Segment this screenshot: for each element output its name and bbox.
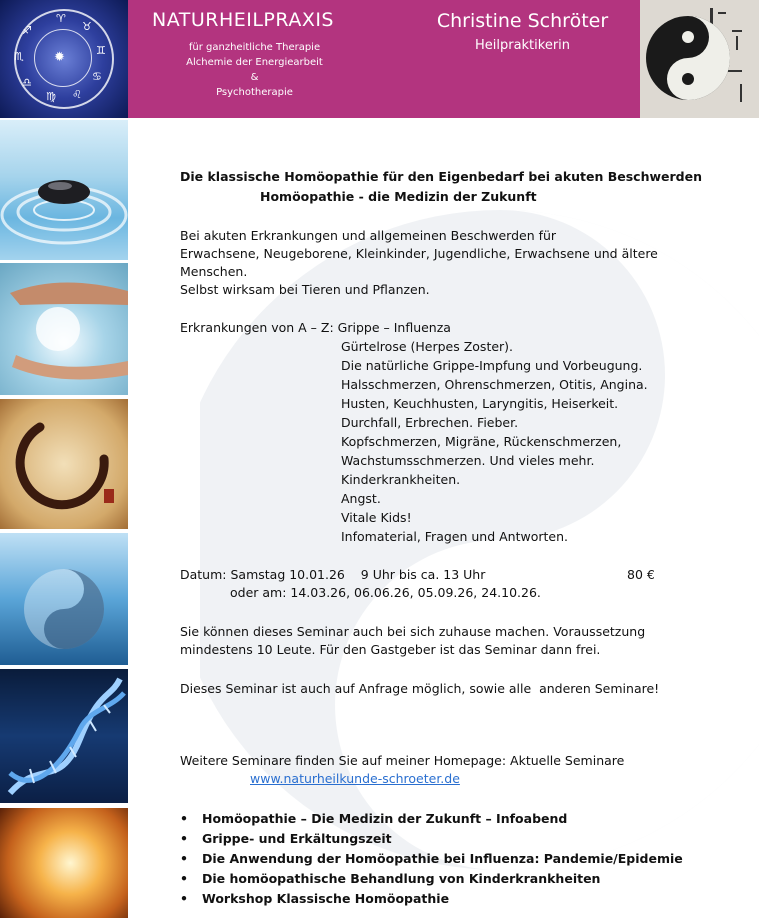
condition-item: Wachstumsschmerzen. Und vieles mehr.: [341, 453, 595, 468]
website-link[interactable]: www.naturheilkunde-schroeter.de: [250, 771, 460, 786]
seminar-item: • Die homöopathische Behandlung von Kinderkrankheiten: [202, 870, 600, 888]
subtitle-line: Alchemie der Energiearbeit: [186, 57, 323, 68]
condition-item: Infomaterial, Fragen und Antworten.: [341, 529, 569, 544]
condition-item: Vitale Kids!: [341, 510, 412, 525]
seminar-item: • Homöopathie – Die Medizin der Zukunft – Infoabend: [202, 810, 567, 828]
home-line: Sie können dieses Seminar auch bei sich zuhause machen. Voraussetzung: [180, 624, 646, 639]
heading-primary: Die klassische Homöopathie für den Eigenbedarf bei akuten Beschwerden: [180, 169, 703, 184]
intro-line: Selbst wirksam bei Tieren und Pflanzen.: [180, 282, 430, 297]
golden-light-image: [0, 808, 128, 918]
zodiac-image: ♈ ♉ ♊ ♋ ♌ ♍ ♎ ♏ ♐ ✹: [0, 0, 128, 118]
seminar-item: • Die Anwendung der Homöopathie bei Influenza: Pandemie/Epidemie: [202, 850, 683, 868]
more-seminars-line: Weitere Seminare finden Sie auf meiner Homepage: Aktuelle Seminare: [180, 753, 625, 768]
water-stone-image: [0, 120, 128, 260]
intro-line: Menschen.: [180, 264, 248, 279]
intro-line: Bei akuten Erkrankungen und allgemeinen Beschwerden für: [180, 228, 557, 243]
practitioner-role: Heilpraktikerin: [474, 38, 571, 53]
conditions-label: Erkrankungen von A – Z: Grippe – Influenza: [180, 320, 451, 335]
subtitle-line: &: [250, 72, 259, 83]
condition-item: Kopfschmerzen, Migräne, Rückenschmerzen,: [341, 434, 622, 449]
condition-item: Durchfall, Erbrechen. Fieber.: [341, 415, 519, 430]
condition-item: Gürtelrose (Herpes Zoster).: [341, 339, 514, 354]
dna-helix-image: [0, 669, 128, 803]
date-line-alt: oder am: 14.03.26, 06.06.26, 05.09.26, 24.10.26.: [230, 585, 541, 600]
condition-item: Angst.: [341, 491, 381, 506]
header-title: NATURHEILPRAXIS: [152, 9, 334, 31]
yin-yang-image: [640, 0, 759, 118]
healing-hands-image: [0, 263, 128, 395]
date-line: Datum: Samstag 10.01.26 9 Uhr bis ca. 13 Uhr: [180, 567, 486, 582]
header-subtitle: [152, 40, 357, 100]
condition-item: Husten, Keuchhusten, Laryngitis, Heiserkeit.: [341, 396, 619, 411]
seminar-item: • Grippe- und Erkältungszeit: [202, 830, 392, 848]
heading-secondary: Homöopathie - die Medizin der Zukunft: [260, 189, 537, 204]
subtitle-line: für ganzheitliche Therapie: [188, 42, 321, 53]
home-line: mindestens 10 Leute. Für den Gastgeber ist das Seminar dann frei.: [180, 642, 601, 657]
enso-circle-image: [0, 399, 128, 529]
practitioner-name: Christine Schröter: [436, 10, 609, 32]
request-line: Dieses Seminar ist auch auf Anfrage möglich, sowie alle anderen Seminare!: [180, 681, 660, 696]
condition-item: Halsschmerzen, Ohrenschmerzen, Otitis, Angina.: [341, 377, 648, 392]
condition-item: Die natürliche Grippe-Impfung und Vorbeugung.: [341, 358, 643, 373]
price: 80 €: [627, 567, 655, 582]
seminar-item: • Workshop Klassische Homöopathie: [202, 890, 449, 908]
underwater-yinyang-image: [0, 533, 128, 665]
subtitle-line: Psychotherapie: [216, 87, 293, 98]
condition-item: Kinderkrankheiten.: [341, 472, 461, 487]
intro-line: Erwachsene, Neugeborene, Kleinkinder, Jugendliche, Erwachsene und ältere: [180, 246, 658, 261]
